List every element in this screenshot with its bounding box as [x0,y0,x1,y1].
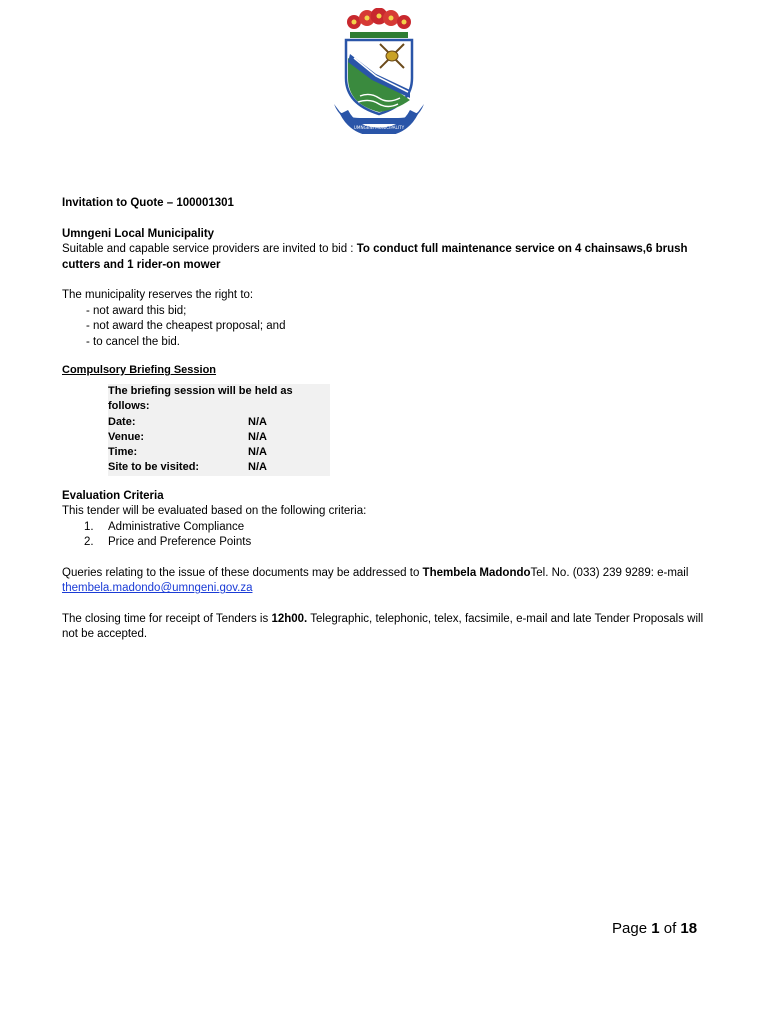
evaluation-intro: This tender will be evaluated based on the following criteria: [62,505,367,518]
criteria-text: Price and Preference Points [108,536,252,549]
right-item: - to cancel the bid. [86,335,180,348]
briefing-label: Date: [108,415,136,428]
briefing-value: N/A [248,430,267,443]
closing-paragraph [62,612,708,643]
briefing-row [108,415,330,430]
closing-text: The closing time for receipt of Tenders is [62,612,272,625]
criteria-item [62,535,708,551]
document-body [62,196,708,643]
email-link[interactable]: thembela.madondo@umngeni.gov.za [62,582,253,595]
briefing-row [108,460,330,475]
criteria-text: Administrative Compliance [108,520,245,533]
briefing-value: N/A [248,446,267,459]
queries-text: Queries relating to the issue of these documents may be addressed to [62,566,423,579]
criteria-number: 2. [84,536,94,549]
briefing-value: N/A [248,461,267,474]
page-current: 1 [651,920,660,937]
queries-contact-text: Tel. No. (033) 239 9289: e-mail [530,566,689,579]
page-word: Page [612,920,648,937]
briefing-row [108,430,330,445]
flower-crown [347,8,411,38]
contact-name: Thembela Madondo [422,566,531,579]
page-total: 18 [680,920,698,937]
org-name: Umngeni Local Municipality [62,227,215,240]
criteria-number: 1. [84,520,94,533]
right-item: - not award this bid; [86,304,187,317]
municipal-crest-logo [330,8,428,134]
criteria-item [62,520,708,536]
evaluation-heading: Evaluation Criteria [62,489,164,502]
closing-time: 12h00. [271,612,308,625]
queries-paragraph [62,566,708,597]
page-number-footer [612,920,697,937]
intro-text: Suitable and capable service providers are invited to bid : [62,243,357,255]
shield [346,40,412,114]
intro-paragraph [62,242,708,273]
closing-rest-text: Telegraphic, telephonic, telex, facsimile, e-mail and late Tender Proposals will not be accepted. [62,612,704,641]
briefing-table [108,384,330,476]
briefing-label: Time: [108,446,138,459]
criteria-list [62,520,708,551]
reserves-text: The municipality reserves the right to: [62,289,254,301]
briefing-heading: Compulsory Briefing Session [62,364,217,376]
briefing-value: N/A [248,415,267,428]
briefing-label: Venue: [108,430,145,443]
right-item: - not award the cheapest proposal; and [86,320,286,332]
briefing-row [108,445,330,460]
briefing-intro: The briefing session will be held as follows: [108,384,293,412]
intro-bold-text: To conduct full maintenance service on 4 chainsaws,6 brush cutters and 1 rider-on mower [62,243,688,271]
briefing-label: Site to be visited: [108,461,200,474]
crest-motto-text: UMNGENI MUNICIPALITY [353,125,405,130]
doc-title: Invitation to Quote – 100001301 [62,197,234,209]
of-word: of [663,920,677,937]
